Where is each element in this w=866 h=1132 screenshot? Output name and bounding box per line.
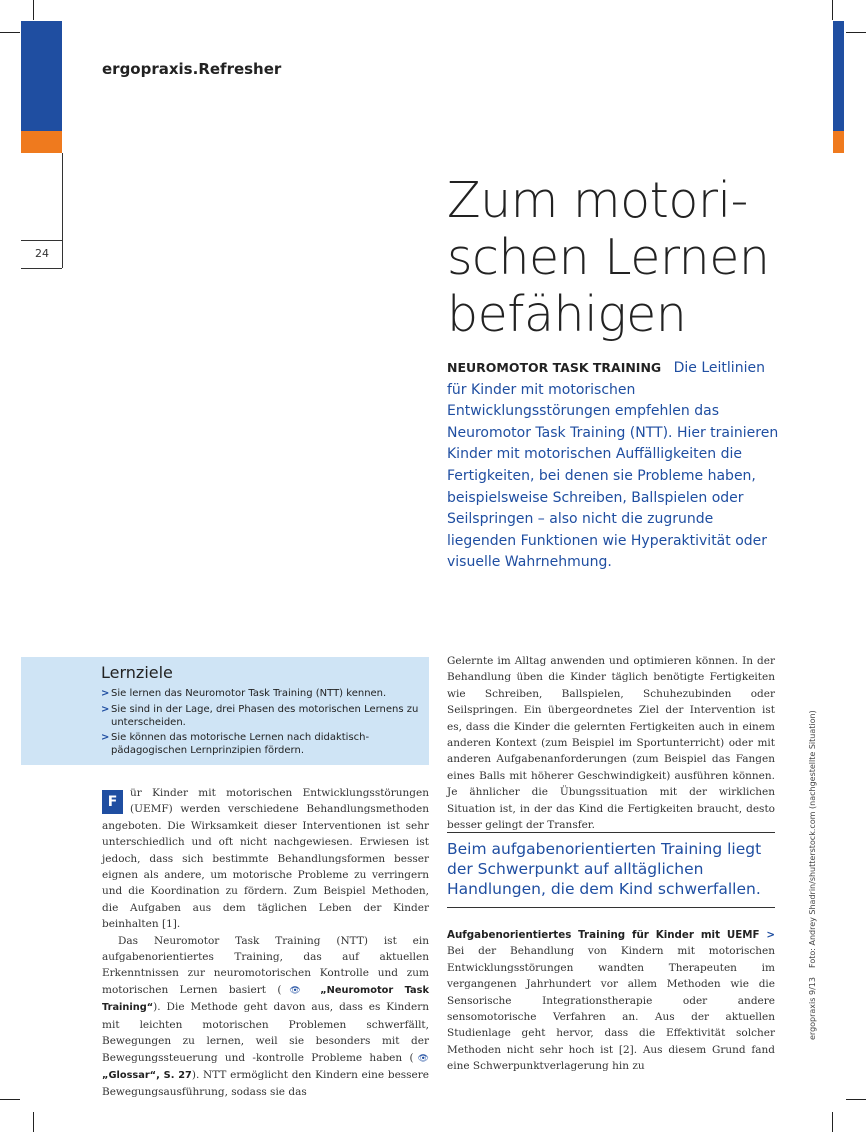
crop-mark	[846, 32, 866, 33]
cross-reference-link[interactable]: „Neuromotor Task Training“	[102, 984, 429, 1014]
crop-mark	[832, 0, 833, 20]
list-item: > Sie sind in der Lage, drei Phasen des motorischen Lernens zu unterscheiden.	[101, 703, 419, 728]
right-color-band	[833, 21, 844, 131]
article-title	[447, 172, 847, 343]
cross-reference-link[interactable]: „Glossar“, S. 27	[102, 1069, 192, 1081]
list-item: > Sie können das motorische Lernen nach didaktisch-pädagogischen Lernprinzipien fördern.	[101, 732, 370, 757]
body-column-right-continued	[447, 927, 775, 1075]
page-marker-line	[21, 240, 62, 241]
photo-credit: Foto: Andrey Shadrin/shutterstock.com (nachgestellte Situation)	[808, 710, 817, 968]
eye-icon: 👁	[281, 985, 309, 996]
chevron-right-icon: >	[766, 929, 775, 941]
crop-mark	[846, 1099, 866, 1100]
body-column-right	[447, 653, 775, 833]
page-marker-line	[62, 153, 63, 268]
title-line: Zum motori-	[447, 172, 748, 229]
crop-mark	[0, 32, 20, 33]
lead-text: Die Leitlinien für Kinder mit motorischen Entwicklungsstörungen empfehlen das Neuromotor Task Training (NTT). Hier trainieren Kinder mit motorischen Auffälligkeiten die Fertigkeiten, bei denen sie Probleme haben, beispielsweise Schreiben, Ballspielen oder Seilspringen – also nicht die zugrunde liegenden Funktionen wie Hyperaktivität oder visuelle Wahrnehmung.	[447, 360, 779, 571]
dropcap: F	[102, 790, 123, 814]
page-marker-line	[21, 268, 62, 269]
chevron-right-icon: >	[101, 688, 110, 699]
list-item: > Sie lernen das Neuromotor Task Training (NTT) kennen.	[101, 688, 387, 699]
crop-mark	[0, 1099, 20, 1100]
crop-mark	[33, 0, 34, 20]
learning-goals-box	[21, 657, 429, 765]
subheading: Aufgabenorientiertes Training für Kinder mit UEMF >	[447, 929, 775, 941]
section-label: ergopraxis.Refresher	[102, 60, 282, 78]
title-line: befähigen	[447, 286, 687, 343]
learning-goals-heading: Lernziele	[101, 663, 173, 682]
journal-footer: ergopraxis 9/13	[808, 977, 817, 1040]
paragraph: Gelernte im Alltag anwenden und optimieren können. In der Behandlung üben die Kinder täglich benötigte Fertigkeiten wie Schreiben, Ballspielen, Schuhezubinden oder Seilspringen. Ein übergeordnetes Ziel der Intervention ist es, dass die Kinder die gelernten Fertigkeiten auch in einem anderen Kontext (zum Beispiel im Sportunterricht) oder mit anderen Aufgabenanforderungen (zum Beispiel das Fangen eines Balls mit höherer Geschwindigkeit) ausführen können. Je ähnlicher die Übungssituation mit der wirklichen Situation ist, in der das Kind die Fertigkeiten braucht, desto besser gelingt der Transfer.	[447, 655, 775, 832]
paragraph: Das Neuromotor Task Training (NTT) ist ein aufgabenorientiertes Training, das auf aktuellen Erkenntnissen zur neuromotorischen Kontrolle und zum motorischen Lernen basiert (👁 „Neuromotor Task Training“). Die Methode geht davon aus, dass es Kindern mit leichten motorischen Problemen schwerfällt, Bewegungen zu lernen, weil sie besonders mit der Bewegungssteuerung und -kontrolle Probleme haben (👁 „Glossar“, S. 27). NTT ermöglicht den Kindern eine bessere Bewegungsausführung, sodass sie das	[102, 934, 430, 1099]
learning-goals-list	[101, 688, 419, 758]
body-column-left	[102, 785, 429, 1101]
page-number: 24	[35, 247, 49, 260]
crop-mark	[33, 1112, 34, 1132]
left-color-band	[21, 21, 62, 131]
crop-mark	[832, 1112, 833, 1132]
chevron-right-icon: >	[101, 703, 110, 715]
title-line: schen Lernen	[447, 229, 770, 286]
pull-quote: Beim aufgabenorientierten Training liegt der Schwerpunkt auf alltäglichen Handlungen, die dem Kind schwerfallen.	[447, 832, 775, 908]
right-accent-band	[833, 131, 844, 153]
article-lead	[447, 357, 779, 574]
eye-icon: 👁	[413, 1053, 429, 1064]
paragraph: F ür Kinder mit motorischen Entwicklungsstörungen (UEMF) werden verschiedene Behandlungsmethoden angeboten. Die Wirksamkeit dieser Interventionen ist sehr unterschiedlich und oft nicht nachgewiesen. Erwiesen ist jedoch, dass sich bestimmte Behandlungsformen besser eignen als andere, um motorische Probleme zu verringern und die Koordination zu fördern. Zum Beispiel Methoden, die Aufgaben aus dem täglichen Leben der Kinder beinhalten [1].	[102, 787, 429, 931]
kicker: NEUROMOTOR TASK TRAINING	[447, 360, 662, 375]
paragraph: Aufgabenorientiertes Training für Kinder mit UEMF > Bei der Behandlung von Kindern mit motorischen Entwicklungsstörungen wandten Therapeuten im vergangenen Jahrhundert vor allem Methoden wie die Sensorische Integrationstherapie oder andere sensomotorische Verfahren an. Aus der aktuellen Studienlage geht hervor, dass die Effektivität solcher Methoden nicht sehr hoch ist [2]. Aus diesem Grund fand eine Schwerpunktverlagerung hin zu	[447, 929, 775, 1073]
chevron-right-icon: >	[101, 732, 110, 744]
left-accent-band	[21, 131, 62, 153]
